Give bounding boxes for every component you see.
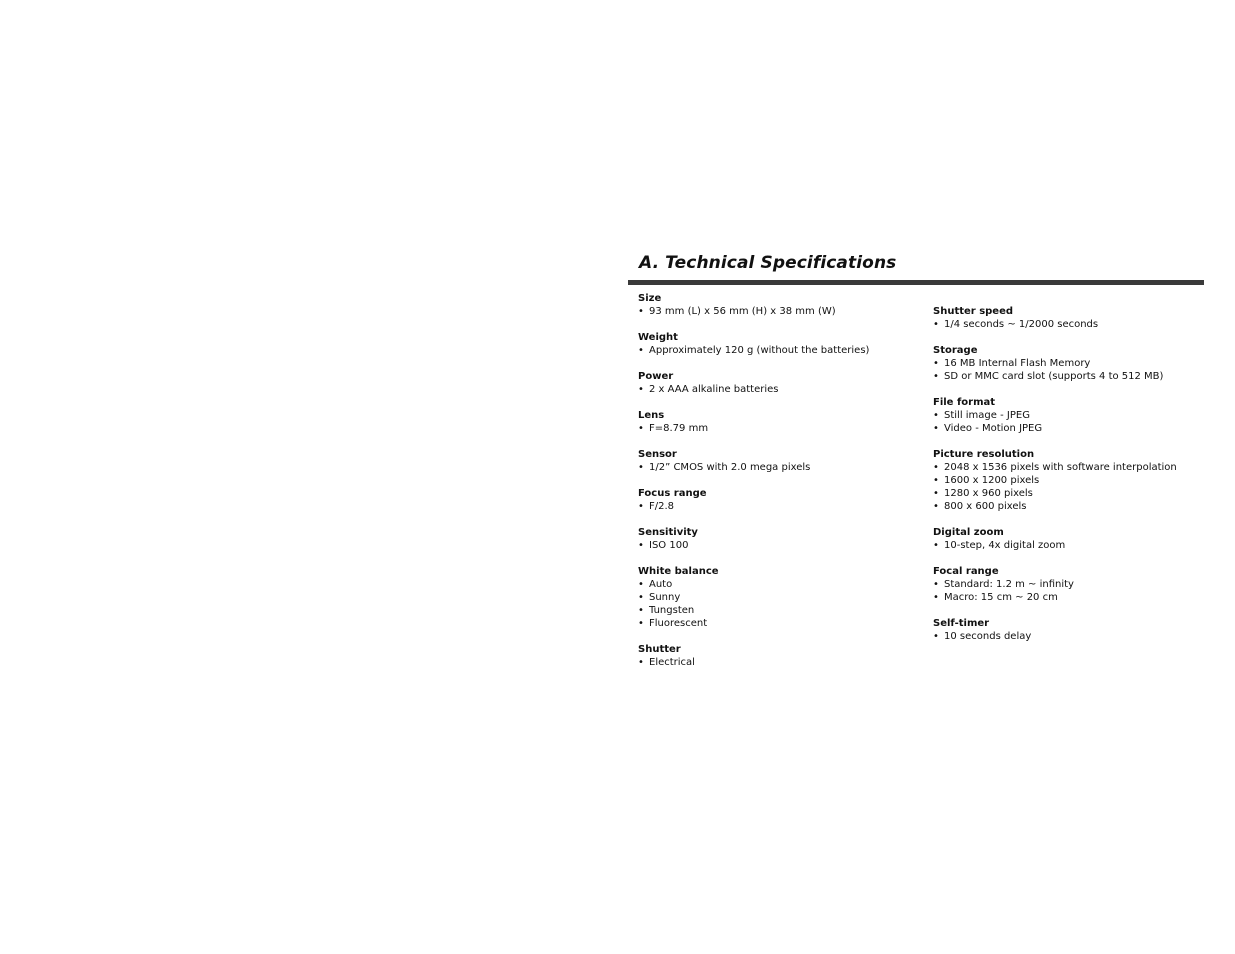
spec-item: • Still image - JPEG <box>933 409 1223 422</box>
spec-section <box>933 565 1223 604</box>
spec-heading: Digital zoom <box>933 527 1004 538</box>
spec-list <box>638 500 928 513</box>
spec-list <box>933 578 1223 604</box>
spec-section <box>638 292 928 318</box>
spec-item: • 16 MB Internal Flash Memory <box>933 357 1223 370</box>
spec-heading: File format <box>933 397 996 408</box>
spec-column-left <box>638 292 928 682</box>
spec-heading: Shutter speed <box>933 306 1014 317</box>
spec-item: • Approximately 120 g (without the batteries) <box>638 344 928 357</box>
spec-list <box>638 422 928 435</box>
spec-heading: Picture resolution <box>933 449 1035 460</box>
spec-item: • 2048 x 1536 pixels with software interpolation <box>933 461 1223 474</box>
spec-list <box>933 409 1223 435</box>
spec-section <box>638 409 928 435</box>
spec-heading: Weight <box>638 332 678 343</box>
spec-item: • 1/2” CMOS with 2.0 mega pixels <box>638 461 928 474</box>
spec-list <box>638 539 928 552</box>
spec-list <box>933 318 1223 331</box>
spec-section <box>638 487 928 513</box>
spec-section <box>933 344 1223 383</box>
page-title: A. Technical Specifications <box>639 253 897 273</box>
spec-item: • SD or MMC card slot (supports 4 to 512 MB) <box>933 370 1223 383</box>
spec-item: • Tungsten <box>638 604 928 617</box>
spec-list <box>638 461 928 474</box>
spec-section <box>638 526 928 552</box>
spec-list <box>638 656 928 669</box>
spec-item: • Sunny <box>638 591 928 604</box>
spec-section <box>638 565 928 630</box>
spec-section <box>638 448 928 474</box>
spec-list <box>933 461 1223 513</box>
spec-list <box>638 383 928 396</box>
spec-item: • Standard: 1.2 m ~ infinity <box>933 578 1223 591</box>
spec-item: • Macro: 15 cm ~ 20 cm <box>933 591 1223 604</box>
spec-column-right <box>933 305 1223 656</box>
spec-heading: Focal range <box>933 566 999 577</box>
spec-list <box>933 357 1223 383</box>
spec-section <box>933 396 1223 435</box>
spec-list <box>933 539 1223 552</box>
spec-item: • F=8.79 mm <box>638 422 928 435</box>
spec-heading: Self-timer <box>933 618 990 629</box>
spec-item: • 2 x AAA alkaline batteries <box>638 383 928 396</box>
spec-item: • ISO 100 <box>638 539 928 552</box>
spec-section <box>933 305 1223 331</box>
spec-section <box>933 448 1223 513</box>
spec-item: • F/2.8 <box>638 500 928 513</box>
spec-heading: Power <box>638 371 674 382</box>
spec-list <box>638 305 928 318</box>
spec-heading: White balance <box>638 566 719 577</box>
spec-item: • Electrical <box>638 656 928 669</box>
spec-heading: Shutter <box>638 644 681 655</box>
spec-item: • 10-step, 4x digital zoom <box>933 539 1223 552</box>
spec-item: • 1/4 seconds ~ 1/2000 seconds <box>933 318 1223 331</box>
spec-list <box>933 630 1223 643</box>
spec-list <box>638 344 928 357</box>
spec-heading: Sensor <box>638 449 677 460</box>
spec-heading: Lens <box>638 410 665 421</box>
spec-item: • Fluorescent <box>638 617 928 630</box>
spec-heading: Size <box>638 293 662 304</box>
spec-item: • 800 x 600 pixels <box>933 500 1223 513</box>
title-divider <box>628 280 1204 285</box>
spec-item: • Video - Motion JPEG <box>933 422 1223 435</box>
spec-list <box>638 578 928 630</box>
spec-item: • 1280 x 960 pixels <box>933 487 1223 500</box>
spec-heading: Storage <box>933 345 978 356</box>
spec-section <box>933 526 1223 552</box>
spec-item: • 1600 x 1200 pixels <box>933 474 1223 487</box>
spec-section <box>638 331 928 357</box>
spec-section <box>638 643 928 669</box>
spec-item: • 10 seconds delay <box>933 630 1223 643</box>
spec-item: • 93 mm (L) x 56 mm (H) x 38 mm (W) <box>638 305 928 318</box>
spec-item: • Auto <box>638 578 928 591</box>
spec-heading: Sensitivity <box>638 527 698 538</box>
spec-heading: Focus range <box>638 488 707 499</box>
spec-section <box>638 370 928 396</box>
spec-section <box>933 617 1223 643</box>
